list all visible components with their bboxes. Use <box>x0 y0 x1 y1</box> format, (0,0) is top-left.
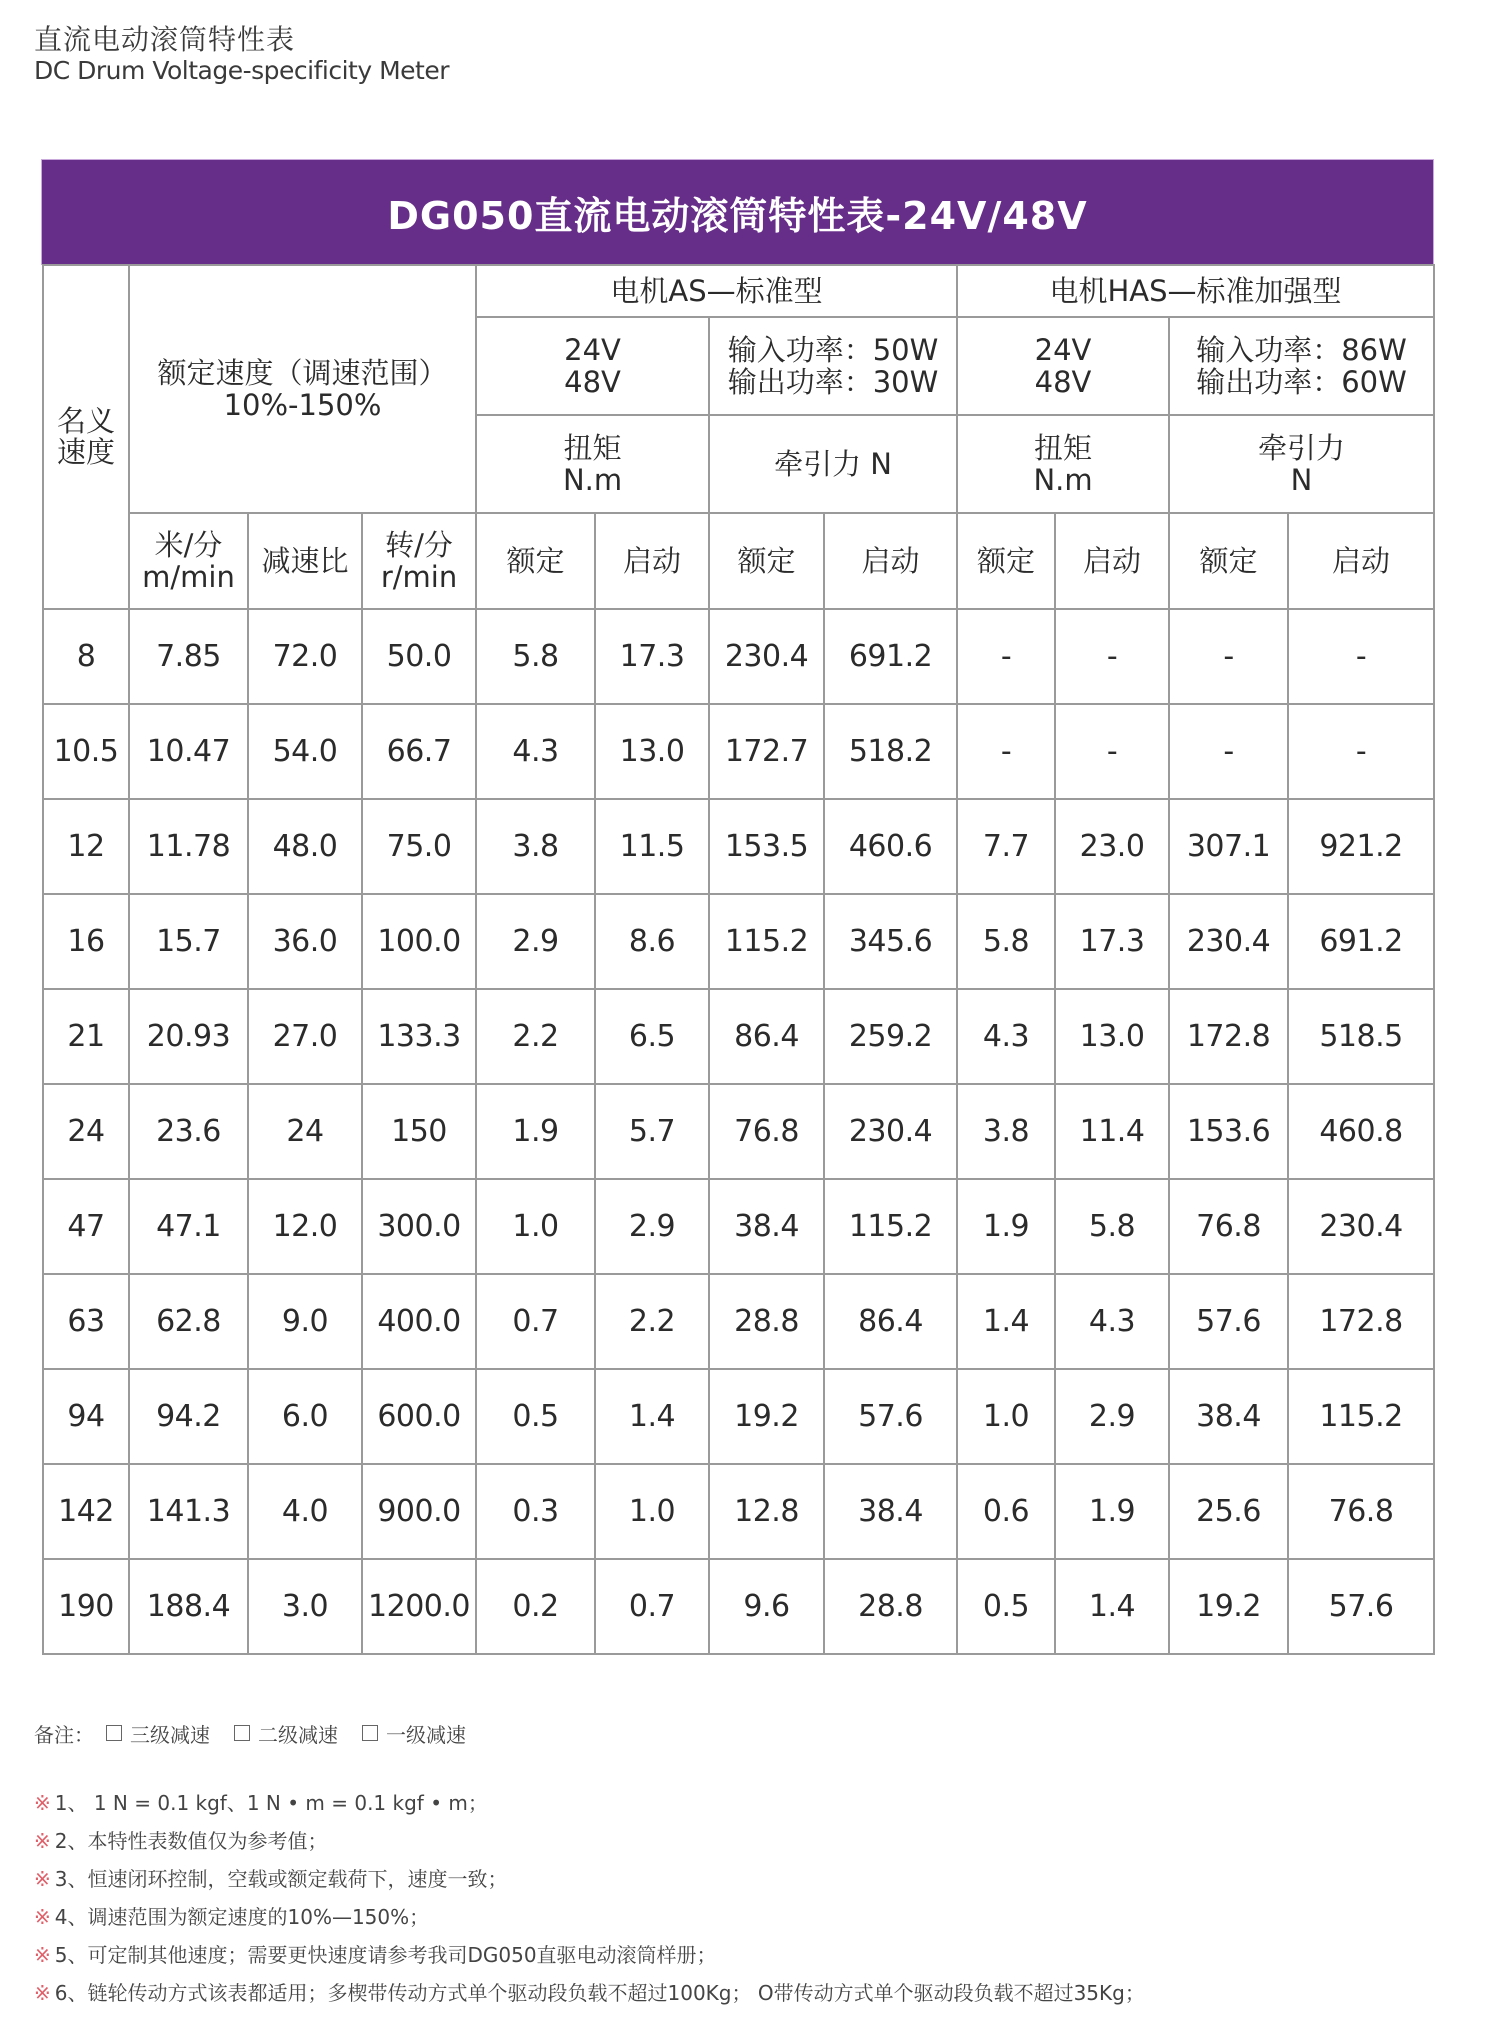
table-cell: 4.0 <box>248 1464 362 1559</box>
table-cell: 460.8 <box>1288 1084 1434 1179</box>
table-cell: 75.0 <box>362 799 476 894</box>
table-cell: - <box>1169 609 1288 704</box>
table-cell: 921.2 <box>1288 799 1434 894</box>
table-cell: 94.2 <box>129 1369 248 1464</box>
table-cell: 16 <box>43 894 129 989</box>
table-cell: 7.85 <box>129 609 248 704</box>
page-title: 直流电动滚筒特性表 <box>34 23 296 56</box>
table-cell: 0.5 <box>476 1369 595 1464</box>
table-row <box>43 799 1434 894</box>
footnote-item: ※ 3、恒速闭环控制，空载或额定载荷下，速度一致； <box>34 1867 508 1891</box>
header-has-torque: 扭矩 N.m <box>957 415 1169 513</box>
table-cell: 57.6 <box>1288 1559 1434 1654</box>
table-cell: 11.5 <box>595 799 709 894</box>
table-cell: 188.4 <box>129 1559 248 1654</box>
table-cell: 150 <box>362 1084 476 1179</box>
table-cell: 8.6 <box>595 894 709 989</box>
table-cell: 86.4 <box>709 989 824 1084</box>
table-cell: 6.0 <box>248 1369 362 1464</box>
table-cell: 2.9 <box>1055 1369 1169 1464</box>
table-cell: 10.5 <box>43 704 129 799</box>
reference-mark-icon: ※ <box>34 1867 51 1891</box>
table-cell: 66.7 <box>362 704 476 799</box>
reference-mark-icon: ※ <box>34 1905 51 1929</box>
table-cell: 48.0 <box>248 799 362 894</box>
table-cell: 1.0 <box>595 1464 709 1559</box>
table-cell: 9.0 <box>248 1274 362 1369</box>
table-cell: 12.0 <box>248 1179 362 1274</box>
table-cell: 5.8 <box>957 894 1055 989</box>
table-row <box>43 704 1434 799</box>
table-cell: 54.0 <box>248 704 362 799</box>
table-banner: DG050直流电动滚筒特性表-24V/48V <box>42 160 1433 264</box>
header-as-torque-start: 启动 <box>595 513 709 609</box>
notes-label: 备注： <box>34 1722 94 1747</box>
table-cell: 300.0 <box>362 1179 476 1274</box>
table-cell: - <box>1055 704 1169 799</box>
table-cell: 27.0 <box>248 989 362 1084</box>
table-cell: 3.8 <box>476 799 595 894</box>
table-cell: 400.0 <box>362 1274 476 1369</box>
header-speed-mmin: 米/分 m/min <box>129 513 248 609</box>
table-cell: 0.5 <box>957 1559 1055 1654</box>
table-row <box>43 894 1434 989</box>
table-cell: 0.6 <box>957 1464 1055 1559</box>
table-cell: 9.6 <box>709 1559 824 1654</box>
table-cell: 115.2 <box>824 1179 957 1274</box>
table-cell: 63 <box>43 1274 129 1369</box>
table-cell: 141.3 <box>129 1464 248 1559</box>
table-cell: 0.7 <box>476 1274 595 1369</box>
table-cell: 600.0 <box>362 1369 476 1464</box>
table-cell: 38.4 <box>709 1179 824 1274</box>
table-cell: 50.0 <box>362 609 476 704</box>
notes-legend <box>34 1718 484 1748</box>
header-as-traction: 牵引力 N <box>709 415 957 513</box>
footnote-item: ※ 6、链轮传动方式该表都适用；多楔带传动方式单个驱动段负载不超过100Kg； O带传动方式单个驱动段负载不超过35Kg； <box>34 1981 1145 2005</box>
table-cell: 190 <box>43 1559 129 1654</box>
header-has-voltage: 24V 48V <box>957 317 1169 415</box>
table-cell: 5.7 <box>595 1084 709 1179</box>
table-cell: 1200.0 <box>362 1559 476 1654</box>
table-cell: 230.4 <box>824 1084 957 1179</box>
table-cell: 172.8 <box>1288 1274 1434 1369</box>
table-cell: 7.7 <box>957 799 1055 894</box>
table-cell: 2.9 <box>476 894 595 989</box>
header-as-traction-rated: 额定 <box>709 513 824 609</box>
legend-item-two-stage: 二级减速 <box>228 1719 338 1748</box>
checkbox-icon <box>362 1725 378 1741</box>
footnote-item: ※ 5、可定制其他速度；需要更快速度请参考我司DG050直驱电动滚筒样册； <box>34 1943 717 1967</box>
table-cell: 259.2 <box>824 989 957 1084</box>
table-cell: 4.3 <box>957 989 1055 1084</box>
table-row <box>43 1464 1434 1559</box>
table-cell: 28.8 <box>709 1274 824 1369</box>
table-row <box>43 1559 1434 1654</box>
table-cell: 72.0 <box>248 609 362 704</box>
table-cell: 12.8 <box>709 1464 824 1559</box>
table-cell: 460.6 <box>824 799 957 894</box>
header-motor-has: 电机HAS—标准加强型 <box>957 265 1434 317</box>
table-cell: 36.0 <box>248 894 362 989</box>
table-cell: 230.4 <box>1288 1179 1434 1274</box>
table-cell: 153.5 <box>709 799 824 894</box>
table-cell: 900.0 <box>362 1464 476 1559</box>
table-cell: 57.6 <box>824 1369 957 1464</box>
table-cell: 20.93 <box>129 989 248 1084</box>
table-cell: 691.2 <box>824 609 957 704</box>
footnote-item: ※ 4、调速范围为额定速度的10%—150%； <box>34 1905 430 1929</box>
table-cell: 100.0 <box>362 894 476 989</box>
table-cell: 38.4 <box>1169 1369 1288 1464</box>
table-cell: 11.4 <box>1055 1084 1169 1179</box>
table-cell: 15.7 <box>129 894 248 989</box>
table-cell: 19.2 <box>1169 1559 1288 1654</box>
table-cell: 133.3 <box>362 989 476 1084</box>
table-cell: 23.0 <box>1055 799 1169 894</box>
table-cell: 307.1 <box>1169 799 1288 894</box>
header-has-traction: 牵引力 N <box>1169 415 1434 513</box>
table-body <box>43 609 1434 1654</box>
checkbox-icon <box>106 1725 122 1741</box>
header-has-torque-start: 启动 <box>1055 513 1169 609</box>
reference-mark-icon: ※ <box>34 1943 51 1967</box>
table-row <box>43 1369 1434 1464</box>
table-cell: 4.3 <box>476 704 595 799</box>
table-cell: 3.8 <box>957 1084 1055 1179</box>
table-cell: 691.2 <box>1288 894 1434 989</box>
table-cell: 1.4 <box>595 1369 709 1464</box>
table-cell: 11.78 <box>129 799 248 894</box>
table-cell: 5.8 <box>1055 1179 1169 1274</box>
legend-item-three-stage: 三级减速 <box>100 1719 210 1748</box>
table-cell: 1.9 <box>1055 1464 1169 1559</box>
spec-table-container <box>42 160 1433 1655</box>
table-cell: 13.0 <box>595 704 709 799</box>
header-as-voltage: 24V 48V <box>476 317 709 415</box>
table-row <box>43 1274 1434 1369</box>
table-cell: - <box>1055 609 1169 704</box>
table-cell: 8 <box>43 609 129 704</box>
table-cell: 38.4 <box>824 1464 957 1559</box>
reference-mark-icon: ※ <box>34 1791 51 1815</box>
header-rated-speed: 额定速度（调速范围） 10%-150% <box>129 265 476 513</box>
table-cell: 13.0 <box>1055 989 1169 1084</box>
table-cell: 0.2 <box>476 1559 595 1654</box>
table-cell: 2.2 <box>595 1274 709 1369</box>
table-row <box>43 1179 1434 1274</box>
table-cell: 24 <box>248 1084 362 1179</box>
legend-item-one-stage: 一级减速 <box>356 1719 466 1748</box>
table-cell: 3.0 <box>248 1559 362 1654</box>
table-cell: - <box>1288 609 1434 704</box>
header-as-traction-start: 启动 <box>824 513 957 609</box>
table-cell: 230.4 <box>1169 894 1288 989</box>
table-cell: 115.2 <box>709 894 824 989</box>
table-cell: 10.47 <box>129 704 248 799</box>
table-cell: 0.7 <box>595 1559 709 1654</box>
table-cell: - <box>1288 704 1434 799</box>
table-cell: 115.2 <box>1288 1369 1434 1464</box>
table-row <box>43 1084 1434 1179</box>
table-cell: 1.0 <box>476 1179 595 1274</box>
table-cell: 1.0 <box>957 1369 1055 1464</box>
table-cell: 153.6 <box>1169 1084 1288 1179</box>
table-cell: 518.2 <box>824 704 957 799</box>
table-cell: 1.4 <box>1055 1559 1169 1654</box>
table-cell: 5.8 <box>476 609 595 704</box>
header-rpm: 转/分 r/min <box>362 513 476 609</box>
table-cell: 172.7 <box>709 704 824 799</box>
header-as-power: 输入功率：50W 输出功率：30W <box>709 317 957 415</box>
table-cell: 4.3 <box>1055 1274 1169 1369</box>
table-cell: 24 <box>43 1084 129 1179</box>
table-cell: 19.2 <box>709 1369 824 1464</box>
header-ratio: 减速比 <box>248 513 362 609</box>
table-row <box>43 609 1434 704</box>
table-cell: - <box>957 609 1055 704</box>
header-as-torque-rated: 额定 <box>476 513 595 609</box>
reference-mark-icon: ※ <box>34 1981 51 2005</box>
table-cell: 0.3 <box>476 1464 595 1559</box>
table-cell: 518.5 <box>1288 989 1434 1084</box>
table-cell: 47.1 <box>129 1179 248 1274</box>
footnote-item: ※ 2、本特性表数值仅为参考值； <box>34 1829 328 1853</box>
header-has-power: 输入功率：86W 输出功率：60W <box>1169 317 1434 415</box>
table-cell: 2.9 <box>595 1179 709 1274</box>
page-subtitle: DC Drum Voltage-specificity Meter <box>34 56 449 85</box>
table-cell: 1.4 <box>957 1274 1055 1369</box>
header-has-torque-rated: 额定 <box>957 513 1055 609</box>
table-cell: 1.9 <box>957 1179 1055 1274</box>
table-cell: 12 <box>43 799 129 894</box>
table-cell: 86.4 <box>824 1274 957 1369</box>
checkbox-icon <box>234 1725 250 1741</box>
table-cell: 62.8 <box>129 1274 248 1369</box>
table-cell: 172.8 <box>1169 989 1288 1084</box>
table-cell: - <box>1169 704 1288 799</box>
table-cell: 2.2 <box>476 989 595 1084</box>
header-has-traction-rated: 额定 <box>1169 513 1288 609</box>
table-cell: 1.9 <box>476 1084 595 1179</box>
table-cell: 76.8 <box>1288 1464 1434 1559</box>
table-cell: 142 <box>43 1464 129 1559</box>
table-cell: 76.8 <box>709 1084 824 1179</box>
table-cell: - <box>957 704 1055 799</box>
table-cell: 25.6 <box>1169 1464 1288 1559</box>
table-cell: 23.6 <box>129 1084 248 1179</box>
table-cell: 17.3 <box>595 609 709 704</box>
table-cell: 28.8 <box>824 1559 957 1654</box>
table-cell: 6.5 <box>595 989 709 1084</box>
table-cell: 94 <box>43 1369 129 1464</box>
header-nominal-speed: 名义速度 <box>43 265 129 609</box>
header-has-traction-start: 启动 <box>1288 513 1434 609</box>
table-cell: 47 <box>43 1179 129 1274</box>
table-cell: 230.4 <box>709 609 824 704</box>
table-cell: 345.6 <box>824 894 957 989</box>
reference-mark-icon: ※ <box>34 1829 51 1853</box>
footnotes <box>34 1784 1145 2012</box>
spec-table <box>42 264 1435 1655</box>
table-cell: 17.3 <box>1055 894 1169 989</box>
table-cell: 76.8 <box>1169 1179 1288 1274</box>
table-cell: 21 <box>43 989 129 1084</box>
table-row <box>43 989 1434 1084</box>
header-motor-as: 电机AS—标准型 <box>476 265 957 317</box>
footnote-item: ※ 1、 1 N = 0.1 kgf、1 N • m = 0.1 kgf • m； <box>34 1791 488 1815</box>
table-cell: 57.6 <box>1169 1274 1288 1369</box>
header-as-torque: 扭矩 N.m <box>476 415 709 513</box>
